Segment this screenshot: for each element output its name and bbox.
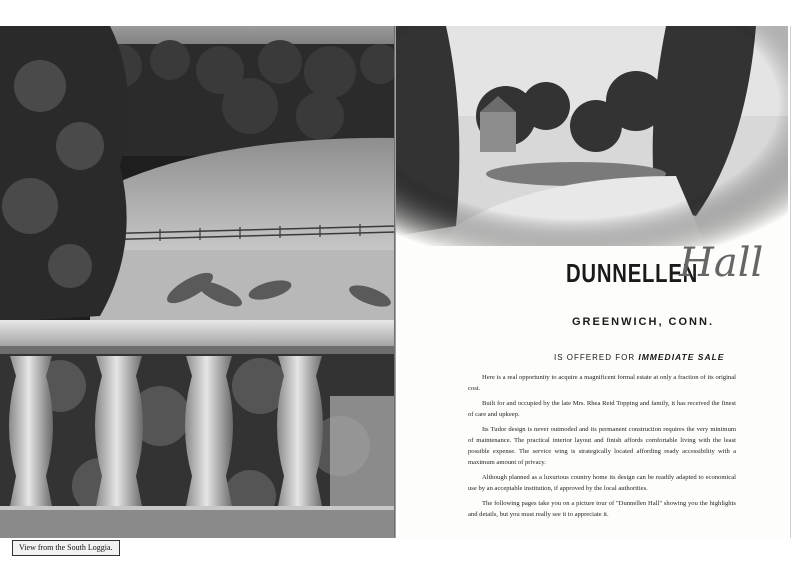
photo-caption: View from the South Loggia. [12, 540, 120, 556]
logo-script: Hall [679, 240, 764, 286]
offer-heading [554, 352, 724, 362]
paragraph: The following pages take you on a picture tour of "Dunnellen Hall" showing you the highlights and details, but you must really see it to appreciate it. [468, 500, 736, 518]
logo-wordmark: DUNNELLEN [566, 258, 699, 288]
body-text [468, 372, 736, 520]
south-loggia-photo [0, 26, 396, 538]
paragraph: Here is a real opportunity to acquire a magnificent formal estate at only a fraction of its original cost. [468, 374, 736, 392]
location-heading: GREENWICH, CONN. [572, 316, 714, 328]
estate-driveway-photo [396, 26, 788, 246]
offer-emphasis: IMMEDIATE SALE [638, 352, 725, 362]
paragraph: Its Tudor design is never outmoded and its permanent construction requires the very minimum of maintenance. The practical interior layout and finish affords comfortable living with the least possible expense. The service wing is strategically located affording ready accessibility with a maximum amount of privacy. [468, 426, 736, 466]
paragraph: Although planned as a luxurious country home its design can be readily adapted to economical use by an acceptable institution, if approved by the local authorities. [468, 474, 736, 492]
offer-prefix: IS OFFERED FOR [554, 353, 636, 362]
right-page [396, 26, 788, 538]
estate-logo [566, 240, 776, 310]
left-page [0, 26, 396, 552]
page-edge [790, 26, 791, 538]
paragraph: Built for and occupied by the late Mrs. Rhea Reid Topping and family, it has received the finest of care and upkeep. [468, 400, 736, 418]
